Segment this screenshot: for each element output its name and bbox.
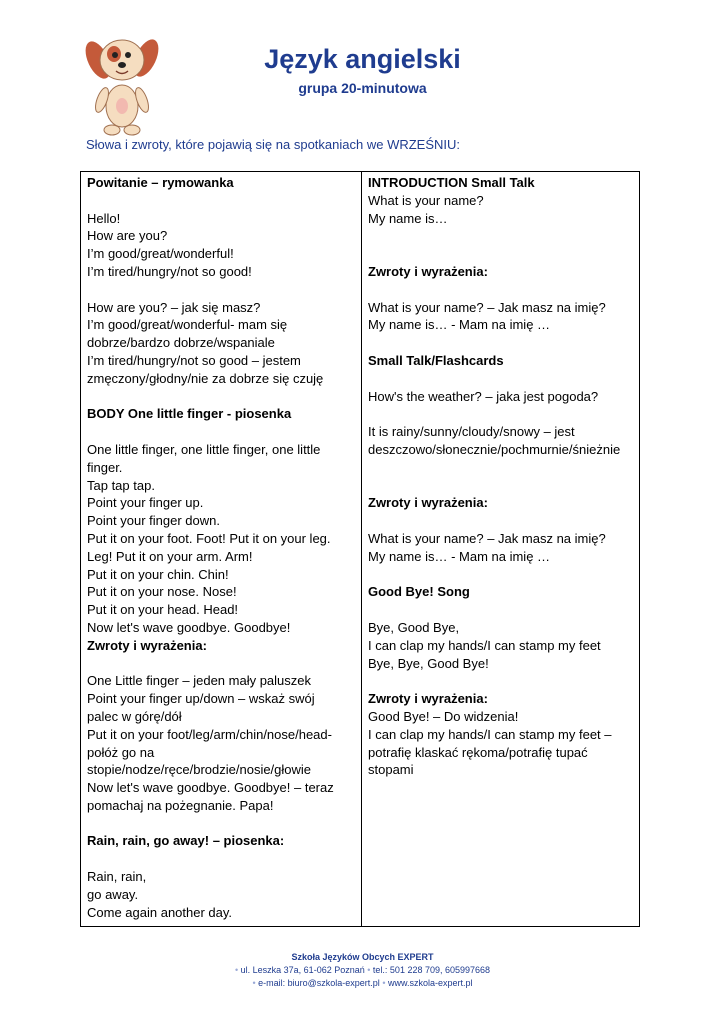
section-heading: Zwroty i wyrażenia: [87, 637, 207, 653]
text-line [368, 601, 639, 619]
text-line [368, 566, 639, 584]
section-heading: Rain, rain, go away! – piosenka: [87, 833, 285, 849]
text-line: I can clap my hands/I can stamp my feet [368, 637, 601, 653]
page-title: Język angielski [264, 44, 461, 74]
text-line: potrafię klaskać rękoma/potrafię tupać [368, 744, 588, 760]
text-line: palec w górę/dół [87, 708, 182, 724]
section-heading: Zwroty i wyrażenia: [368, 263, 488, 279]
text-line [368, 334, 639, 352]
text-line: zmęczony/głodny/nie za dobrze się czuję [87, 370, 324, 386]
page-subtitle: grupa 20-minutowa [298, 80, 427, 96]
footer-online-line [0, 978, 725, 988]
text-line: Come again another day. [87, 904, 233, 920]
text-line: Put it on your foot. Foot! Put it on your leg. [87, 530, 331, 546]
text-line: dobrze/bardzo dobrze/wspaniale [87, 335, 275, 351]
text-line: finger. [87, 459, 123, 475]
text-line [368, 227, 639, 245]
text-line: Point your finger down. [87, 513, 220, 529]
text-line: Hello! [87, 210, 121, 226]
text-line: How are you? – jak się masz? [87, 299, 261, 315]
bullet-icon: • [367, 965, 371, 975]
text-line [368, 477, 639, 495]
text-line: Bye, Bye, Good Bye! [368, 655, 489, 671]
text-line [368, 370, 639, 388]
text-line [87, 850, 361, 868]
text-line: One Little finger – jeden mały paluszek [87, 673, 312, 689]
text-line [368, 281, 639, 299]
bullet-icon: • [252, 978, 256, 988]
text-line: I’m tired/hungry/not so good! [87, 263, 252, 279]
text-line: What is your name? – Jak masz na imię? [368, 299, 606, 315]
section-heading: Powitanie – rymowanka [87, 175, 234, 190]
text-line: go away. [87, 886, 139, 902]
text-line: One little finger, one little finger, one little [87, 441, 321, 457]
intro-text: Słowa i zwroty, które pojawią się na spotkaniach we WRZEŚNIU: [86, 137, 461, 152]
text-line: Put it on your head. Head! [87, 602, 239, 618]
text-line: Leg! Put it on your arm. Arm! [87, 548, 253, 564]
footer-phone: tel.: 501 228 709, 605997668 [372, 965, 491, 975]
bullet-icon: • [234, 965, 239, 975]
text-line [368, 405, 639, 423]
section-heading: BODY One little finger - piosenka [87, 406, 292, 422]
text-line: stopami [368, 762, 414, 778]
text-line [87, 388, 361, 406]
bullet-icon: • [382, 978, 386, 988]
text-line: My name is… - Mam na imię … [368, 317, 551, 333]
section-heading: Zwroty i wyrażenia: [368, 495, 488, 511]
text-line [87, 815, 361, 833]
text-line: pomachaj na pożegnanie. Papa! [87, 797, 274, 813]
text-line: stopie/nodze/ręce/brodzie/nosie/głowie [87, 762, 312, 778]
text-line: What is your name? – Jak masz na imię? [368, 530, 606, 546]
text-line: I’m tired/hungry/not so good – jestem [87, 352, 301, 368]
section-heading: Small Talk/Flashcards [368, 352, 504, 368]
text-line: Rain, rain, [87, 869, 147, 885]
text-line [368, 512, 639, 530]
footer-contact-line [0, 965, 725, 975]
text-line [87, 192, 361, 210]
text-line: It is rainy/sunny/cloudy/snowy – jest [368, 424, 575, 440]
text-line: Now let's wave goodbye. Goodbye! [87, 619, 291, 635]
section-heading: Zwroty i wyrażenia: [368, 691, 488, 707]
text-line: Put it on your chin. Chin! [87, 566, 229, 582]
text-line: deszczowo/słonecznie/pochmurnie/śnieżnie [368, 441, 621, 457]
text-line: I’m good/great/wonderful- mam się [87, 317, 288, 333]
text-line: What is your name? [368, 192, 484, 208]
text-line: How's the weather? – jaka jest pogoda? [368, 388, 599, 404]
text-line [368, 672, 639, 690]
text-line: How are you? [87, 228, 168, 244]
footer-address: ul. Leszka 37a, 61-062 Poznań [240, 965, 365, 975]
footer-email[interactable]: e-mail: biuro@szkola-expert.pl [258, 978, 380, 988]
text-line: I can clap my hands/I can stamp my feet – [368, 726, 612, 742]
text-line: połóż go na [87, 744, 155, 760]
text-line: Good Bye! – Do widzenia! [368, 708, 519, 724]
footer-school: Szkoła Języków Obcych EXPERT [291, 952, 434, 962]
text-line: Now let's wave goodbye. Goodbye! – teraz [87, 780, 334, 796]
text-line: Point your finger up. [87, 495, 204, 511]
text-line: Bye, Good Bye, [368, 619, 460, 635]
left-column [81, 172, 362, 926]
text-line: Put it on your foot/leg/arm/chin/nose/head- [87, 726, 332, 742]
text-line [87, 281, 361, 299]
text-line: Put it on your nose. Nose! [87, 584, 237, 600]
section-heading: Good Bye! Song [368, 584, 470, 600]
text-line [368, 245, 639, 263]
text-line: My name is… [368, 210, 448, 226]
text-line: Tap tap tap. [87, 477, 155, 493]
text-line: Point your finger up/down – wskaż swój [87, 691, 315, 707]
text-line [368, 459, 639, 477]
text-line: My name is… - Mam na imię … [368, 548, 551, 564]
text-line [87, 655, 361, 673]
vocabulary-table [80, 171, 640, 927]
section-heading: INTRODUCTION Small Talk [368, 175, 535, 190]
right-column [362, 172, 639, 926]
text-line: I’m good/great/wonderful! [87, 246, 234, 262]
footer-website[interactable]: www.szkola-expert.pl [388, 978, 473, 988]
text-line [87, 423, 361, 441]
